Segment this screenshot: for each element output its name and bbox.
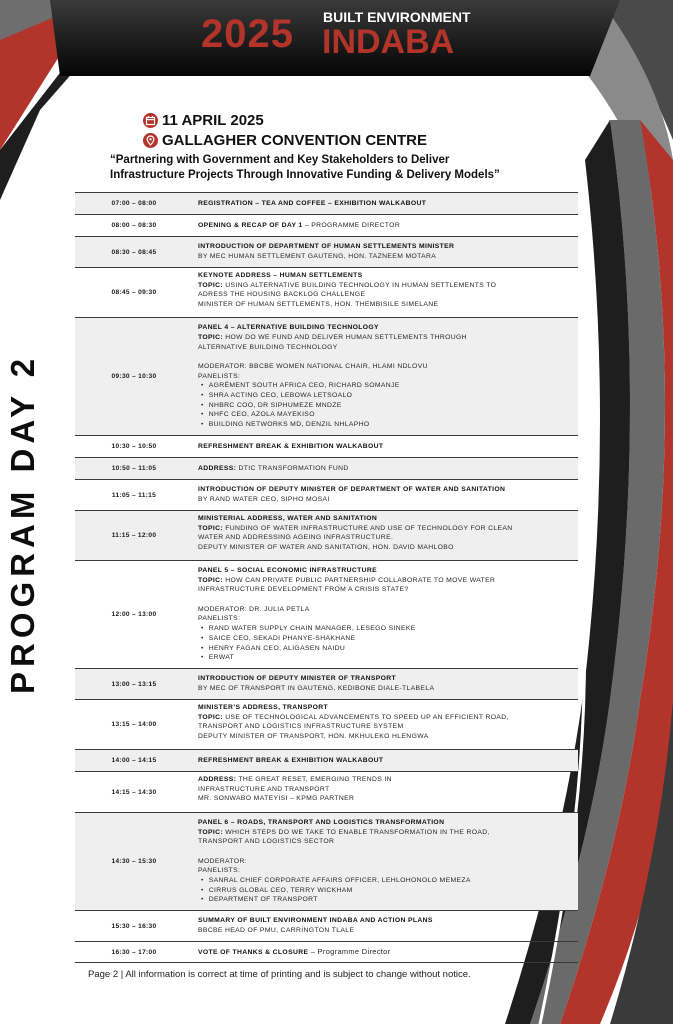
event-meta [143,110,427,150]
session-text: PANELISTS: [198,615,241,623]
session-details [193,237,578,267]
session-details [193,268,578,317]
schedule-row [75,435,578,457]
session-heading: ADDRESS: [198,776,237,783]
session-line [198,271,578,281]
session-text: TRANSPORT AND LOGISTICS SECTOR [198,838,335,846]
panelist-item [198,624,578,634]
session-time: 09:30 – 10:30 [111,373,157,380]
panelist-text: • DEPARTMENT OF TRANSPORT [208,896,318,904]
session-text: FUNDING OF WATER INFRASTRUCTURE AND USE OF TECHNOLOGY FOR CLEAN [223,524,513,532]
schedule-row [75,510,578,560]
schedule-row [75,192,578,214]
session-line [198,916,578,926]
session-heading: KEYNOTE ADDRESS – HUMAN SETTLEMENTS [198,272,363,279]
panelist-text: • NHBRC COO, DR SIPHUMEZE MNDZE [208,401,342,409]
session-text: MODERATOR: BBCBE WOMEN NATIONAL CHAIR, HLAMI NDLOVU [198,362,428,370]
session-text: MODERATOR: [198,857,247,865]
schedule-row [75,236,578,267]
session-details [193,458,578,479]
session-time: 14:30 – 15:30 [111,858,157,865]
session-time: 13:15 – 14:00 [111,721,157,728]
session-time: 08:00 – 08:30 [111,222,157,229]
schedule-row [75,317,578,435]
panelist-item [198,391,578,401]
spacer [198,352,578,362]
session-line [198,785,578,795]
session-text: ALTERNATIVE BUILDING TECHNOLOGY [198,343,338,351]
session-text: INFRASTRUCTURE AND TRANSPORT [198,785,330,793]
panelist-item [198,381,578,391]
session-line [198,605,578,615]
session-details [193,911,578,941]
session-details [193,480,578,510]
schedule-row [75,910,578,941]
session-text: THE GREAT RESET, EMERGING TRENDS IN [236,776,392,783]
schedule-row [75,457,578,479]
event-name-line2: INDABA [322,23,455,61]
session-text: HOW CAN PRIVATE PUBLIC PARTNERSHIP COLLABORATE TO MOVE WATER [223,576,496,584]
session-details [193,436,578,457]
session-line [198,775,578,785]
session-details [193,193,578,214]
session-heading: PANEL 4 – ALTERNATIVE BUILDING TECHNOLOGY [198,324,379,332]
session-line [198,585,578,595]
calendar-icon [143,113,158,128]
session-heading: TOPIC: [198,281,224,289]
session-line [198,866,578,876]
schedule-row [75,749,578,771]
session-line [198,333,578,343]
session-line [198,794,578,804]
schedule-row [75,812,578,910]
schedule-row [75,479,578,510]
session-line [198,576,578,586]
session-heading: PANEL 6 – ROADS, TRANSPORT AND LOGISTICS TRANSFORMATION [198,818,445,826]
session-text: PANELISTS: [198,372,241,380]
session-line [198,703,578,713]
panelist-item [198,886,578,896]
session-details [193,942,578,962]
session-line [198,323,578,333]
panelist-item [198,644,578,654]
session-time: 16:30 – 17:00 [111,948,157,956]
session-details [193,215,578,236]
schedule-row [75,771,578,812]
tagline-line: “Partnering with Government and Key Stakeholders to Deliver [110,154,450,166]
panelist-item [198,876,578,886]
session-time: 12:00 – 13:00 [111,611,157,618]
session-line [198,684,578,694]
session-heading: REGISTRATION – TEA AND COFFEE – EXHIBITION WALKABOUT [198,199,427,207]
session-heading: PANEL 5 – SOCIAL ECONOMIC INFRASTRUCTURE [198,566,378,574]
session-line [198,343,578,353]
session-line [198,242,578,252]
session-line [198,362,578,372]
panelist-item [198,634,578,644]
session-text: MODERATOR: DR. JULIA PETLA [198,605,310,613]
session-text: – PROGRAMME DIRECTOR [302,221,401,229]
session-line [198,674,578,684]
schedule-table [75,192,578,963]
session-time: 15:30 – 16:30 [111,922,157,930]
session-heading: ADDRESS: [198,464,237,472]
session-line [198,372,578,382]
panelist-text: • BUILDING NETWORKS MD, DENZIL NHLAPHO [208,421,370,429]
event-name-line1: BUILT ENVIRONMENT [323,9,471,25]
session-text: HOW DO WE FUND AND DELIVER HUMAN SETTLEMENTS THROUGH [223,333,467,341]
session-time: 10:30 – 10:50 [111,443,157,450]
panelist-text: • CIRRUS GLOBAL CEO, TERRY WICKHAM [208,886,353,894]
session-time: 08:45 – 09:30 [111,289,157,296]
session-text: DEPUTY MINISTER OF TRANSPORT, HON. MKHULEKO HLENGWA [198,733,429,741]
event-date-text: 11 APRIL 2025 [162,111,264,129]
event-venue-text: GALLAGHER CONVENTION CENTRE [162,131,428,149]
panelist-text: • HENRY FAGAN CEO, ALIGASEN NAIDU [208,644,346,652]
session-text: DEPUTY MINISTER OF WATER AND SANITATION, HON. DAVID MAHLOBO [198,544,454,552]
session-time: 11:05 – 11:15 [111,491,157,499]
session-line [198,533,578,543]
session-time: 10:50 – 11:05 [111,465,157,472]
session-heading: REFRESHMENT BREAK & EXHIBITION WALKABOUT [198,756,384,764]
panelist-text: • RAND WATER SUPPLY CHAIN MANAGER, LESEGO SINEKE [208,625,416,633]
panelist-item [198,653,578,663]
session-text: BBCBE HEAD OF PMU, CARRINGTON TLALE [198,927,355,934]
panelist-text: • AGRÉMENT SOUTH AFRICA CEO, RICHARD SOMANJE [208,382,400,390]
session-line [198,495,578,505]
session-text: BY MEC HUMAN SETTLEMENT GAUTENG, HON. TAZNEEM MOTARA [198,253,437,260]
panelist-text: • SAICE CEO, SEKADI PHANYE-SHAKHANE [208,634,356,642]
session-heading: TOPIC: [198,828,224,836]
event-tagline [110,153,570,183]
session-time: 07:00 – 08:00 [111,200,157,207]
session-line [198,566,578,576]
session-line [198,828,578,838]
session-text: BY RAND WATER CEO, SIPHO MOSAI [198,496,330,503]
session-line [198,514,578,524]
session-details [193,318,578,435]
session-time: 13:00 – 13:15 [111,680,157,688]
schedule-row [75,941,578,963]
tagline-line: Infrastructure Projects Through Innovative Funding & Delivery Models” [110,169,500,181]
session-heading: REFRESHMENT BREAK & EXHIBITION WALKABOUT [198,442,384,450]
panelist-item [198,401,578,411]
panelist-text: • SANRAL CHIEF CORPORATE AFFAIRS OFFICER, LEHLOHONOLO MEMEZA [208,877,471,885]
session-text: BY MEC OF TRANSPORT IN GAUTENG, KEDIBONE DIALE-TLABELA [198,685,435,692]
session-text: INFRASTRUCTURE DEVELOPMENT FROM A CRISIS STATE? [198,586,409,594]
session-line [198,756,578,766]
session-heading: TOPIC: [198,524,224,532]
session-line [198,524,578,534]
session-details [193,750,578,771]
session-text: MINISTER OF HUMAN SETTLEMENTS, HON. THEMBISILE SIMELANE [198,301,439,309]
session-line [198,947,578,958]
session-details [193,561,578,668]
session-heading: INTRODUCTION OF DEPUTY MINISTER OF TRANSPORT [198,675,397,683]
session-details [193,700,578,749]
panelist-text: • NHFC CEO, AZOLA MAYEKISO [208,411,315,419]
session-details [193,669,578,699]
session-heading: TOPIC: [198,576,224,584]
schedule-row [75,560,578,668]
session-line [198,464,578,474]
program-day-title: PROGRAM DAY 2 [4,353,41,694]
schedule-row [75,267,578,317]
session-time: 14:15 – 14:30 [111,788,157,796]
session-time: 11:15 – 12:00 [111,532,157,539]
session-line [198,722,578,732]
spacer [198,595,578,605]
panelist-item [198,410,578,420]
event-venue [143,130,427,150]
schedule-row [75,668,578,699]
session-details [193,511,578,560]
session-heading: TOPIC: [198,333,224,341]
schedule-row [75,214,578,236]
panelist-text: • ERWAT [208,654,235,662]
session-text: PANELISTS: [198,867,241,875]
session-heading: INTRODUCTION OF DEPUTY MINISTER OF DEPARTMENT OF WATER AND SANITATION [198,486,506,494]
session-text: USING ALTERNATIVE BUILDING TECHNOLOGY IN HUMAN SETTLEMENTS TO [223,281,497,289]
session-heading: MINISTERIAL ADDRESS, WATER AND SANITATION [198,515,378,522]
session-time: 08:30 – 08:45 [111,248,157,256]
session-text: WATER AND ADDRESSING AGEING INFRASTRUCTURE. [198,534,394,542]
session-text: TRANSPORT AND LOGISTICS INFRASTRUCTURE SYSTEM [198,723,404,731]
session-heading: TOPIC: [198,713,224,721]
panelist-item [198,895,578,905]
location-pin-icon [143,133,158,148]
spacer [198,847,578,857]
session-heading: MINISTER’S ADDRESS, TRANSPORT [198,704,328,711]
session-text: ADRESS THE HOUSING BACKLOG CHALLENGE [198,291,366,299]
session-text: WHICH STEPS DO WE TAKE TO ENABLE TRANSFORMATION IN THE ROAD, [223,828,490,836]
session-details [193,813,578,910]
session-line [198,857,578,867]
session-line [198,543,578,553]
session-heading: OPENING & RECAP OF DAY 1 [198,221,303,229]
page-footer: Page 2 | All information is correct at time of printing and is subject to change without notice. [88,969,471,980]
panelist-item [198,420,578,430]
session-text: – Programme Director [308,946,391,956]
session-text: USE OF TECHNOLOGICAL ADVANCEMENTS TO SPEED UP AN EFFICIENT ROAD, [223,713,509,721]
session-heading: INTRODUCTION OF DEPARTMENT OF HUMAN SETTLEMENTS MINISTER [198,243,455,251]
panelist-text: • SHRA ACTING CEO, LEBOWA LETSOALO [208,392,353,400]
session-time: 14:00 – 14:15 [111,757,157,764]
session-line [198,221,578,231]
session-line [198,442,578,452]
session-line [198,252,578,262]
session-line [198,837,578,847]
session-heading: SUMMARY OF BUILT ENVIRONMENT INDABA AND ACTION PLANS [198,917,433,925]
session-text: DTIC TRANSFORMATION FUND [236,464,349,472]
session-line [198,290,578,300]
session-line [198,614,578,624]
event-year: 2025 [201,12,294,56]
session-line [198,300,578,310]
session-line [198,818,578,828]
event-date [143,110,427,130]
session-heading: VOTE OF THANKS & CLOSURE [198,948,309,956]
session-line [198,713,578,723]
session-line [198,281,578,291]
session-details [193,772,578,812]
schedule-row [75,699,578,749]
session-text: MR. SONWABO MATEYISI – KPMG PARTNER [198,795,355,803]
session-line [198,485,578,495]
session-line [198,926,578,936]
session-line [198,199,578,209]
session-line [198,732,578,742]
